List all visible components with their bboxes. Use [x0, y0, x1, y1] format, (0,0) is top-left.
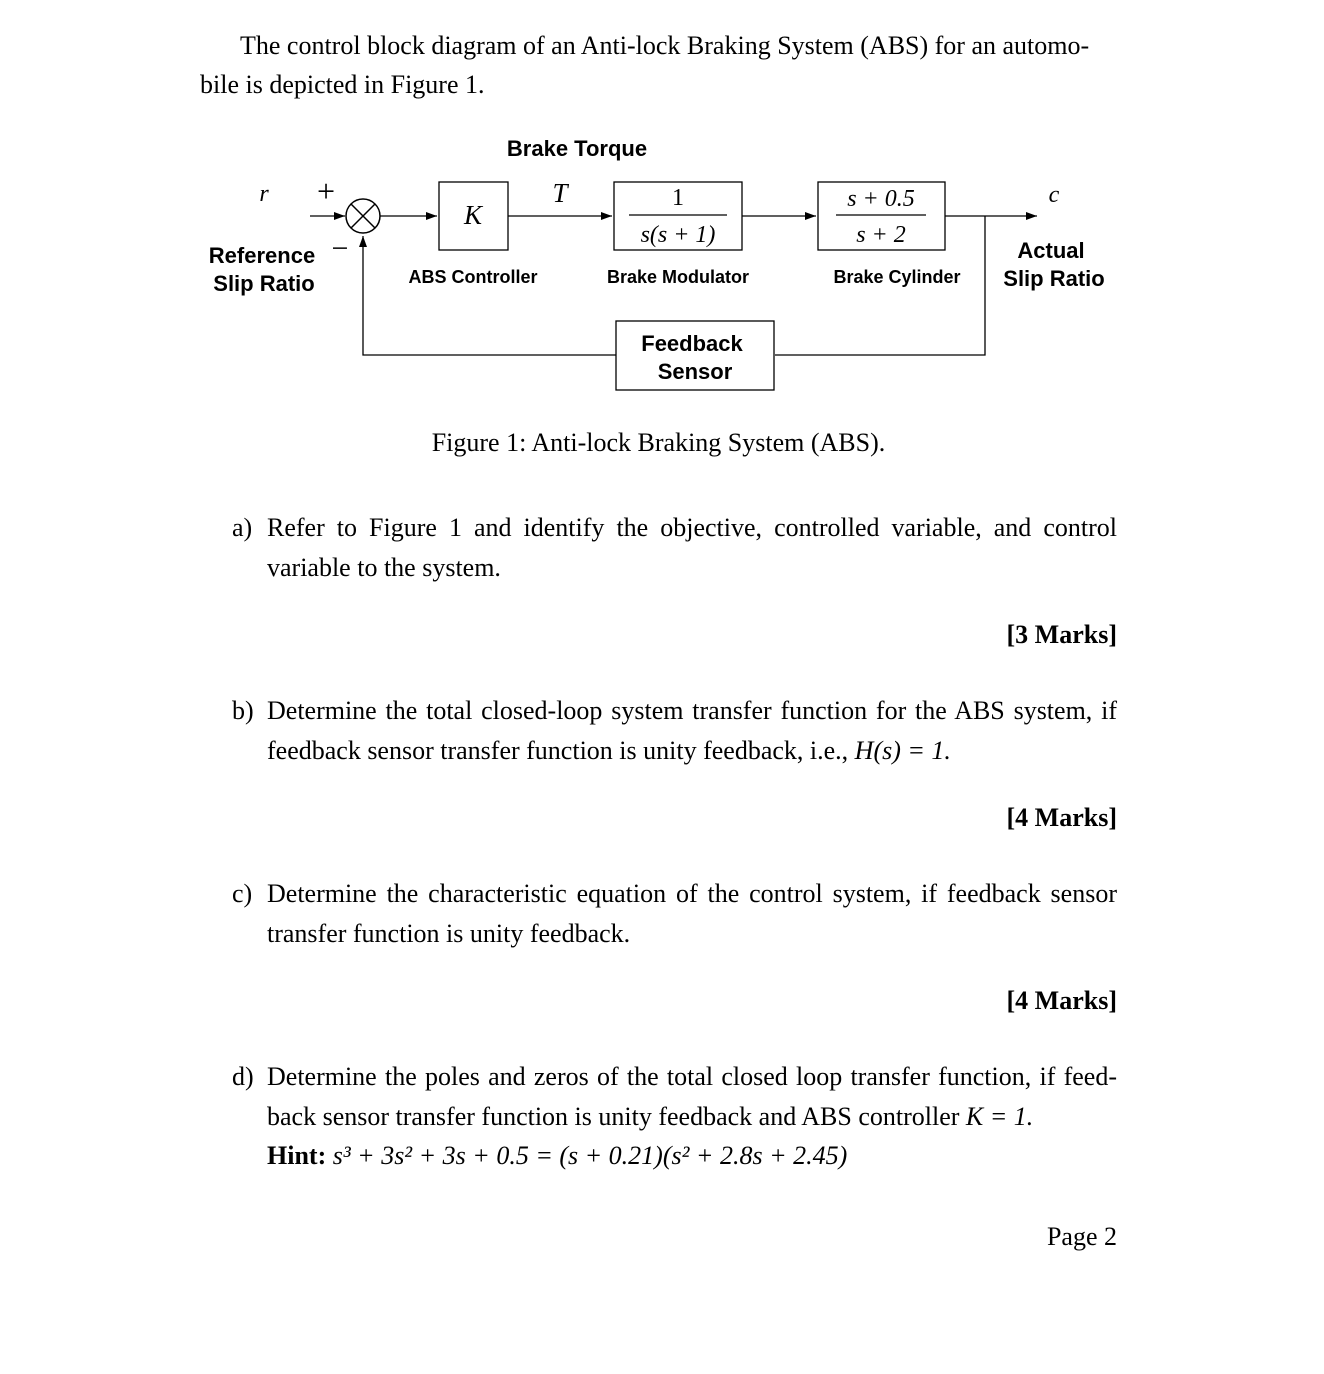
question-d-math: K = 1. [965, 1101, 1034, 1131]
torque-symbol: T [552, 178, 568, 208]
question-c-label: c) [232, 879, 253, 908]
question-b-marks: [4 Marks] [1006, 803, 1117, 832]
hint-equation: s³ + 3s² + 3s + 0.5 = (s + 0.21)(s² + 2.8s + 2.45) [332, 1141, 848, 1170]
question-b [232, 691, 1117, 770]
reference-symbol: r [259, 181, 269, 207]
feedback-path-left [363, 236, 616, 355]
question-a-text: Refer to Figure 1 and identify the objective, controlled variable, and control variable to the system. [267, 513, 1117, 582]
modulator-label: Brake Modulator [606, 267, 750, 287]
cylinder-label: Brake Cylinder [833, 267, 961, 287]
hint-label: Hint: [267, 1141, 327, 1170]
question-a-label: a) [232, 513, 253, 542]
intro-line-2: bile is depicted in Figure 1. [200, 70, 485, 99]
modulator-denominator: s(s + 1) [640, 222, 716, 248]
figure-caption: Figure 1: Anti-lock Braking System (ABS). [431, 428, 886, 457]
question-a-marks: [3 Marks] [1006, 620, 1117, 649]
controller-gain: K [463, 200, 483, 230]
question-a [232, 508, 1117, 587]
output-label-line-2: Slip Ratio [1003, 266, 1105, 291]
block-diagram [0, 0, 1324, 420]
output-symbol: c [1048, 182, 1060, 208]
question-d-text: Determine the poles and zeros of the total closed loop transfer function, if feed-back sensor transfer function is unity feedback and ABS controller [267, 1062, 1117, 1131]
controller-label: ABS Controller [408, 267, 538, 287]
question-b-text: Determine the total closed-loop system transfer function for the ABS system, if feedback sensor transfer function is unity feedback, i.e., [267, 696, 1117, 765]
question-b-body [267, 691, 1117, 770]
question-d [232, 1057, 1117, 1176]
brake-torque-label: Brake Torque [506, 136, 648, 161]
question-b-label: b) [232, 696, 254, 725]
plus-sign: + [316, 173, 336, 209]
question-b-math: H(s) = 1. [854, 735, 951, 765]
output-label-line-1: Actual [1017, 238, 1085, 263]
reference-label-line-1: Reference [208, 243, 316, 268]
feedback-label-line-1: Feedback [641, 331, 743, 356]
cylinder-denominator: s + 2 [856, 222, 906, 248]
question-d-body [267, 1057, 1117, 1176]
modulator-numerator: 1 [672, 185, 684, 211]
question-c-marks: [4 Marks] [1006, 986, 1117, 1015]
page-number: Page 2 [1046, 1222, 1117, 1251]
intro-line-1: The control block diagram of an Anti-lock Braking System (ABS) for an automo- [240, 31, 1090, 60]
question-c [232, 874, 1117, 953]
minus-sign: − [331, 232, 349, 265]
reference-label-line-2: Slip Ratio [213, 271, 315, 296]
feedback-label-line-2: Sensor [657, 359, 733, 384]
summing-junction [346, 199, 380, 233]
question-d-label: d) [232, 1062, 254, 1091]
cylinder-numerator: s + 0.5 [847, 186, 915, 212]
question-c-text: Determine the characteristic equation of the control system, if feedback sensor transfer function is unity feedback. [267, 879, 1117, 948]
